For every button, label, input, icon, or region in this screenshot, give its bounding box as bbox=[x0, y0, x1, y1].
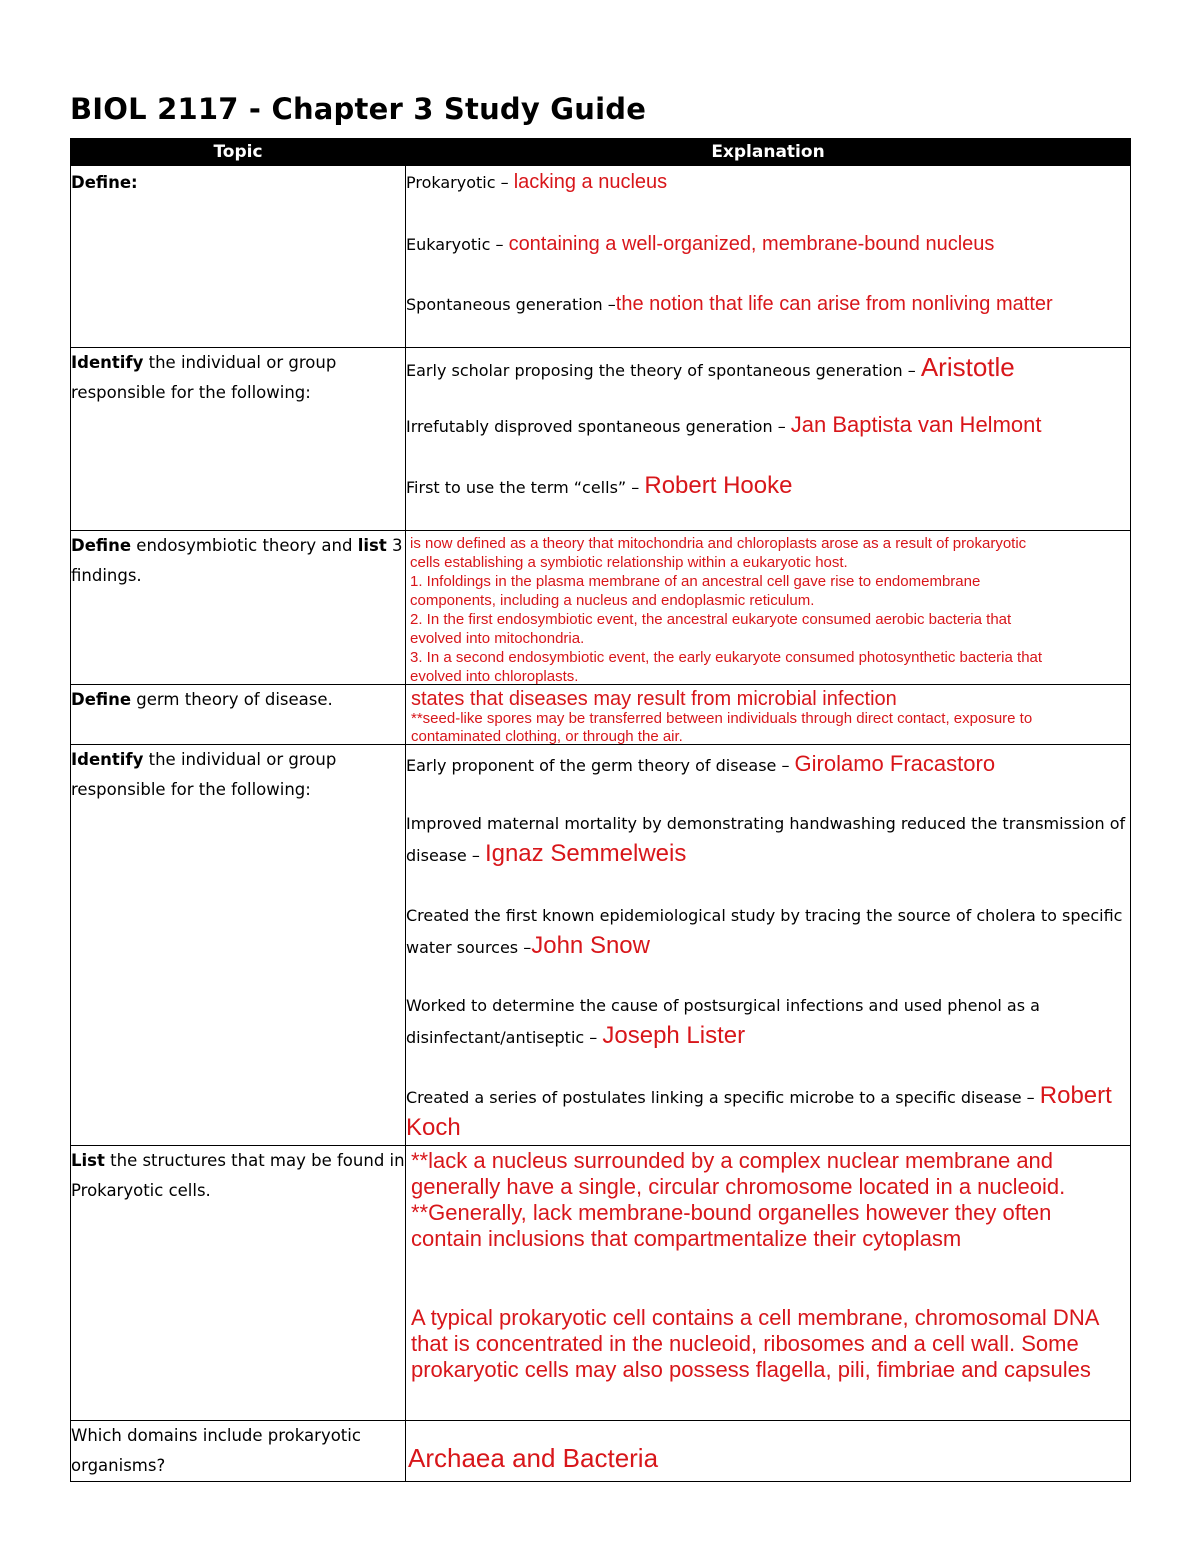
explanation-cell bbox=[406, 745, 1131, 1146]
topic-bold: List bbox=[71, 1151, 105, 1170]
answer-text: the notion that life can arise from nonliving matter bbox=[615, 293, 1053, 315]
answer-text: Robert Koch bbox=[406, 1082, 1112, 1141]
topic-cell bbox=[71, 531, 406, 685]
topic-text: Which domains include prokaryotic organisms? bbox=[71, 1426, 361, 1475]
table-row bbox=[71, 1146, 1131, 1421]
topic-cell bbox=[71, 1146, 406, 1421]
topic-text: 3 findings. bbox=[71, 536, 403, 585]
topic-bold: list bbox=[357, 536, 387, 555]
topic-cell bbox=[71, 745, 406, 1146]
question-text: Created a series of postulates linking a specific microbe to a specific disease – bbox=[406, 1088, 1040, 1107]
identify-item bbox=[406, 412, 1130, 472]
question-text: Prokaryotic – bbox=[406, 173, 514, 192]
answer-line: evolved into chloroplasts. bbox=[410, 668, 579, 684]
answer-text: Girolamo Fracastoro bbox=[794, 751, 996, 776]
topic-bold: Identify bbox=[71, 353, 144, 372]
identify-item bbox=[406, 472, 1130, 500]
explanation-cell bbox=[406, 1421, 1131, 1482]
question-text: Early proponent of the germ theory of disease – bbox=[406, 756, 795, 775]
table-row bbox=[71, 1421, 1131, 1482]
topic-bold: Define bbox=[71, 536, 132, 555]
answer-line: 1. Infoldings in the plasma membrane of an ancestral cell gave rise to endomembrane bbox=[410, 573, 981, 590]
answer-main: states that diseases may result from microbial infection bbox=[411, 688, 897, 710]
answer-text: Archaea and Bacteria bbox=[408, 1443, 659, 1473]
question-text: Irrefutably disproved spontaneous generation – bbox=[406, 417, 791, 436]
question-text: Eukaryotic – bbox=[406, 235, 509, 254]
question-text: Spontaneous generation – bbox=[406, 295, 616, 314]
question-text: Created the first known epidemiological study by tracing the source of cholera to specific water sources – bbox=[406, 906, 1123, 957]
table-row bbox=[71, 166, 1131, 348]
answer-text: Robert Hooke bbox=[644, 472, 793, 499]
topic-bold: Define bbox=[71, 690, 132, 709]
question-text: Worked to determine the cause of postsurgical infections and used phenol as a disinfectant/antiseptic – bbox=[406, 996, 1040, 1047]
topic-text: germ theory of disease. bbox=[131, 690, 333, 709]
study-guide-table bbox=[70, 138, 1131, 1482]
topic-cell bbox=[71, 348, 406, 531]
topic-bold: Define: bbox=[71, 173, 138, 192]
table-row bbox=[71, 745, 1131, 1146]
answer-paragraph: **Generally, lack membrane-bound organelles however they often contain inclusions that compartmentalize their cytoplasm bbox=[411, 1200, 1052, 1251]
identify-item bbox=[406, 991, 1130, 1081]
topic-text: the individual or group responsible for the following: bbox=[71, 353, 337, 402]
question-text: Improved maternal mortality by demonstrating handwashing reduced the transmission of disease – bbox=[406, 814, 1126, 865]
answer-text: lacking a nucleus bbox=[513, 171, 668, 193]
answer-line: is now defined as a theory that mitochondria and chloroplasts arose as a result of prokaryotic bbox=[410, 535, 1027, 552]
explanation-cell bbox=[406, 1146, 1131, 1421]
page-title: BIOL 2117 - Chapter 3 Study Guide bbox=[70, 92, 647, 126]
topic-text: the individual or group responsible for the following: bbox=[71, 750, 337, 799]
topic-cell bbox=[71, 685, 406, 745]
explanation-cell bbox=[406, 166, 1131, 348]
definition-item bbox=[406, 233, 1130, 293]
answer-line: 2. In the first endosymbiotic event, the ancestral eukaryote consumed aerobic bacteria that bbox=[410, 611, 1012, 628]
table-row bbox=[71, 348, 1131, 531]
table-row bbox=[71, 685, 1131, 745]
header-topic: Topic bbox=[71, 139, 406, 166]
question-text: Early scholar proposing the theory of spontaneous generation – bbox=[406, 361, 921, 380]
answer-line: **seed-like spores may be transferred between individuals through direct contact, exposure to bbox=[411, 710, 1033, 727]
identify-item bbox=[406, 1081, 1130, 1145]
answer-text: Ignaz Semmelweis bbox=[484, 840, 687, 867]
answer-line: contaminated clothing, or through the air. bbox=[411, 728, 683, 744]
answer-paragraph: A typical prokaryotic cell contains a cell membrane, chromosomal DNA that is concentrated in the nucleoid, ribosomes and a cell wall. Some prokaryotic cells may also possess flagella, pili, fimbriae and capsules bbox=[411, 1305, 1099, 1382]
germ-theory-answer bbox=[411, 688, 1130, 744]
topic-cell bbox=[71, 1421, 406, 1482]
explanation-cell bbox=[406, 531, 1131, 685]
topic-bold: Identify bbox=[71, 750, 144, 769]
answer-text: Jan Baptista van Helmont bbox=[790, 412, 1042, 437]
definition-item bbox=[406, 171, 1130, 233]
answer-text: containing a well-organized, membrane-bound nucleus bbox=[508, 233, 995, 255]
topic-text: the structures that may be found in Prokaryotic cells. bbox=[71, 1151, 405, 1200]
answer-line: evolved into mitochondria. bbox=[410, 630, 585, 647]
answer-line: components, including a nucleus and endoplasmic reticulum. bbox=[410, 592, 815, 609]
explanation-cell bbox=[406, 348, 1131, 531]
explanation-cell bbox=[406, 685, 1131, 745]
answer-text: Joseph Lister bbox=[602, 1022, 746, 1049]
identify-item bbox=[406, 749, 1130, 809]
question-text: First to use the term “cells” – bbox=[406, 478, 645, 497]
identify-item bbox=[406, 901, 1130, 991]
definition-item bbox=[406, 293, 1130, 316]
table-row bbox=[71, 531, 1131, 685]
identify-item bbox=[406, 809, 1130, 901]
answer-paragraph: **lack a nucleus surrounded by a complex nuclear membrane and generally have a single, circular chromosome located in a nucleoid. bbox=[411, 1148, 1066, 1199]
answer-text: John Snow bbox=[531, 932, 650, 959]
identify-item bbox=[406, 352, 1130, 412]
table-header-row bbox=[71, 139, 1131, 166]
endosymbiotic-answer bbox=[410, 534, 1130, 684]
answer-line: 3. In a second endosymbiotic event, the early eukaryote consumed photosynthetic bacteria that bbox=[410, 649, 1043, 666]
answer-line: cells establishing a symbiotic relationship within a eukaryotic host. bbox=[410, 554, 848, 571]
topic-text: endosymbiotic theory and bbox=[131, 536, 358, 555]
header-explanation: Explanation bbox=[406, 139, 1131, 166]
topic-cell bbox=[71, 166, 406, 348]
answer-text: Aristotle bbox=[920, 352, 1015, 382]
